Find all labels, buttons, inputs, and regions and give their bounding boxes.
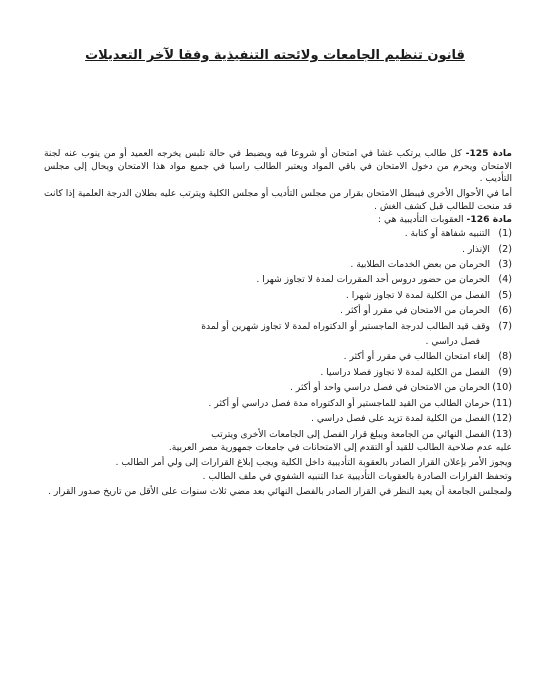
paragraph-13-continuation: عليه عدم صلاحية الطالب للقيد أو التقدم إلى الامتحانات في جامعات جمهورية مصر العربية. [168,441,512,453]
item-text: التنبيه شفاهة أو كتابة . [404,228,490,240]
item-number: (12) [492,413,512,425]
item-text: إلغاء امتحان الطالب في مقرر أو أكثر . [343,351,490,363]
list-item [44,427,512,442]
article-126 [44,214,512,227]
item-text: الحرمان من الامتحان في فصل دراسي واحد أو أكثر . [290,382,490,394]
paragraph-announcement: ويجوز الأمر بإعلان القرار الصادر بالعقوبة التأديبية داخل الكلية ويجب إبلاغ القرارات إلى ولي أمر الطالب . [115,456,512,468]
item-number: (5) [498,289,512,301]
list-item [44,349,512,364]
list-item [44,380,512,395]
list-item [44,288,512,303]
item-number: (3) [498,259,512,271]
list-item [44,365,512,380]
item-number: (1) [498,228,512,240]
item-number: (9) [498,366,512,378]
page-title: قانون تنظيم الجامعات ولائحته التنفيذية وفقا لآخر التعديلات [85,48,465,63]
item-text: وقف قيد الطالب لدرجة الماجستير أو الدكتوراه لمدة لا تجاوز شهرين أو لمدة [201,320,490,332]
item-number: (13) [492,428,512,440]
item-text: الإنذار . [461,243,490,255]
article-126-label: مادة 126- [466,213,512,225]
item-text: الحرمان من الامتحان في مقرر أو أكثر . [340,305,490,317]
list-item [44,226,512,241]
item-number: (2) [498,243,512,255]
list-item [44,319,512,350]
item-number: (11) [492,397,512,409]
item-number: (8) [498,351,512,363]
item-text: حرمان الطالب من القيد للماجستير أو الدكتوراه مدة فصل دراسي أو أكثر . [208,397,490,409]
penalties-list [44,226,512,442]
list-item [44,242,512,257]
list-item [44,396,512,411]
item-text: الحرمان من حضور دروس أحد المقررات لمدة لا تجاوز شهرا . [256,274,490,286]
document-body [44,148,512,499]
paragraph-council: ولمجلس الجامعة أن يعيد النظر في القرار الصادر بالفصل النهائي بعد مضي ثلاث سنوات على الأقل من تاريخ صدور القرار . [48,486,512,498]
item-text: الفصل من الكلية لمدة تزيد على فصل دراسي . [311,413,490,425]
item-number: (10) [492,382,512,394]
item-number: (7) [498,320,512,332]
item-text: الفصل من الكلية لمدة لا تجاوز شهرا . [345,289,490,301]
item-number: (4) [498,274,512,286]
article-125 [44,148,512,186]
list-item [44,257,512,272]
item-text: الفصل النهائي من الجامعة ويبلغ قرار الفصل إلى الجامعات الأخرى ويترتب [211,428,490,440]
paragraph-records: وتحفظ القرارات الصادرة بالعقوبات التأديبية عدا التنبيه الشفوي في ملف الطالب . [202,471,512,483]
item-continuation: فصل دراسي . [425,336,480,348]
item-text: الفصل من الكلية لمدة لا تجاوز فصلا دراسيا . [320,366,490,378]
item-number: (6) [498,305,512,317]
paragraph-other-cases: أما في الأحوال الأخرى فيبطل الامتحان بقرار من مجلس التأديب أو مجلس الكلية ويترتب عليه بطلان الدرجة العلمية إذا كانت قد منحت للطالب قبل كشف الغش . [44,188,512,212]
article-126-text: العقوبات التأديبية هي : [377,213,467,225]
article-125-label: مادة 125- [465,148,512,159]
list-item [44,272,512,287]
list-item [44,411,512,426]
item-text: الحرمان من بعض الخدمات الطلابية . [350,259,490,271]
list-item [44,303,512,318]
article-125-text: كل طالب يرتكب غشا في امتحان أو شروعا فيه ويضبط في حالة تلبس يخرجه العميد أو من ينوب عنه لجنة الامتحان ويحرم من دخول الامتحان في باقي المواد ويعتبر الطالب راسبا في جميع مواد هذا الامتحان ويحال إلى مجلس التأديب . [44,148,512,185]
